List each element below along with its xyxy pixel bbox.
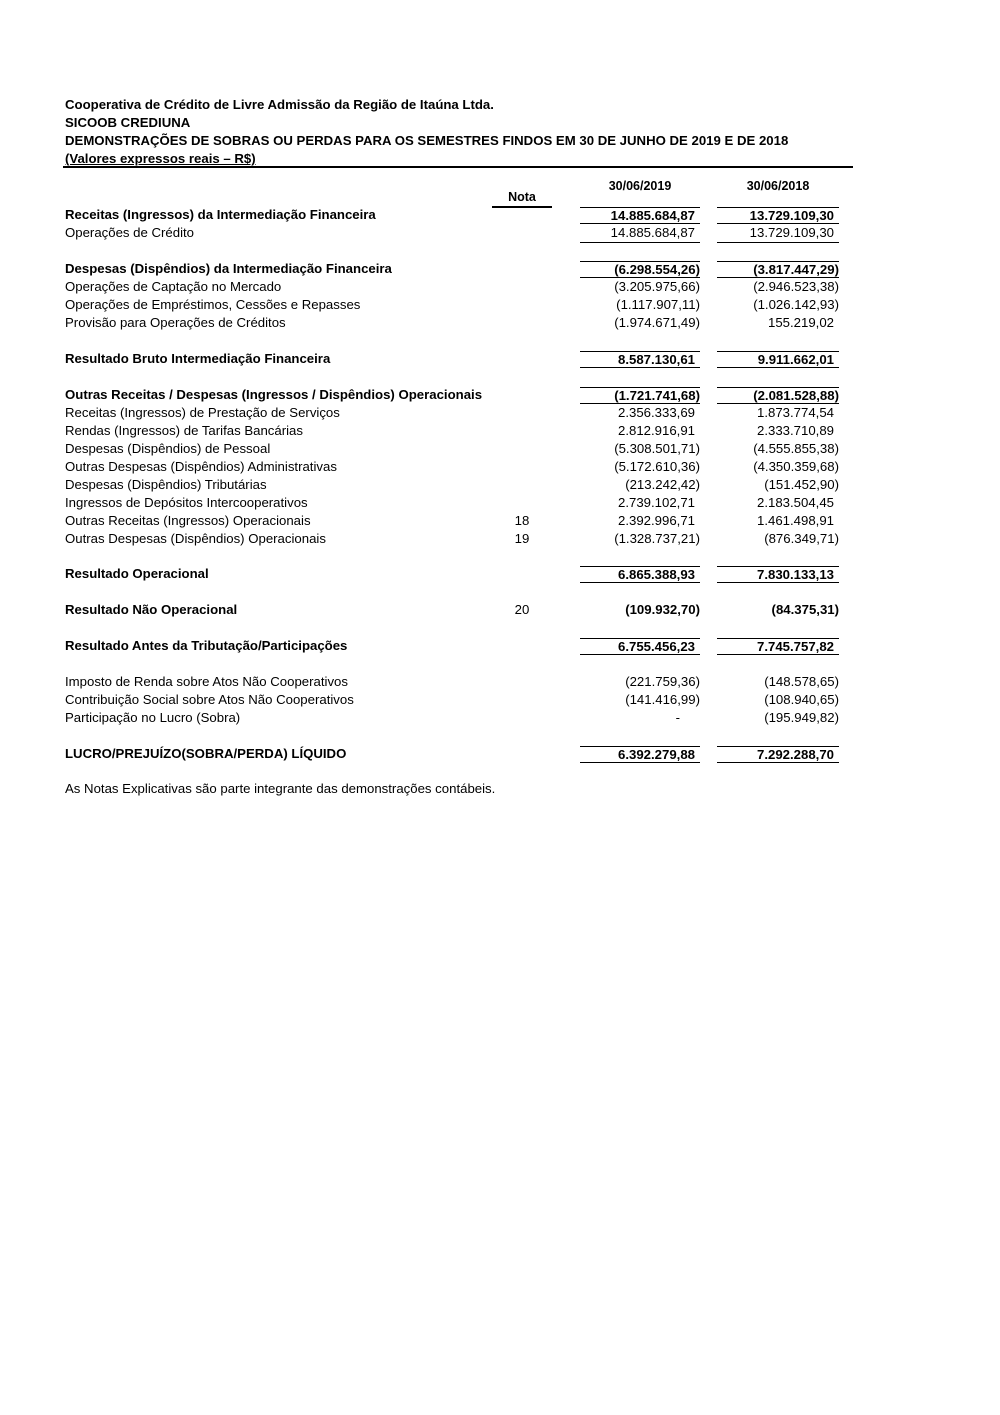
statement-title: DEMONSTRAÇÕES DE SOBRAS OU PERDAS PARA OS SEMESTRES FINDOS EM 30 DE JUNHO DE 2019 E DE 2018 xyxy=(65,133,789,148)
value-2018: (151.452,90) xyxy=(764,477,839,492)
table-row xyxy=(0,440,1000,458)
value-2018: (4.555.855,38) xyxy=(753,441,839,456)
value-2018: (2.081.528,88) xyxy=(717,387,839,404)
value-2018: (2.946.523,38) xyxy=(753,279,839,294)
table-row xyxy=(0,494,1000,512)
row-label: Rendas (Ingressos) de Tarifas Bancárias xyxy=(65,423,303,438)
value-2018: 7.830.133,13 xyxy=(717,566,839,583)
row-label: Resultado Antes da Tributação/Participações xyxy=(65,638,348,653)
value-2018: (876.349,71) xyxy=(764,531,839,546)
table-row xyxy=(0,637,1000,655)
value-2019: (5.172.610,36) xyxy=(614,459,700,474)
table-row xyxy=(0,314,1000,332)
value-2019: (1.721.741,68) xyxy=(580,387,700,404)
table-row xyxy=(0,422,1000,440)
column-header-2019: 30/06/2019 xyxy=(608,179,672,193)
row-label: Outras Receitas / Despesas (Ingressos / Dispêndios) Operacionais xyxy=(65,387,483,402)
currency-note: (Valores expressos reais – R$) xyxy=(65,151,256,166)
value-2018: 155.219,02 xyxy=(767,315,834,330)
value-2018: 7.292.288,70 xyxy=(717,746,839,763)
value-2018: (84.375,31) xyxy=(771,602,839,617)
value-2018: (1.026.142,93) xyxy=(753,297,839,312)
row-nota: 18 xyxy=(514,513,530,528)
row-label: Resultado Operacional xyxy=(65,566,209,581)
value-2019: (1.117.907,11) xyxy=(616,297,700,312)
value-2019: 2.739.102,71 xyxy=(617,495,695,510)
row-label: Operações de Empréstimos, Cessões e Repasses xyxy=(65,297,361,312)
value-2018: (108.940,65) xyxy=(764,692,839,707)
table-row xyxy=(0,260,1000,278)
table-row xyxy=(0,476,1000,494)
table-row xyxy=(0,458,1000,476)
value-2019: 6.755.456,23 xyxy=(580,638,700,655)
row-label: Despesas (Dispêndios) de Pessoal xyxy=(65,441,271,456)
value-2019: 2.812.916,91 xyxy=(617,423,695,438)
brand-name: SICOOB CREDIUNA xyxy=(65,115,191,130)
value-2018: 2.333.710,89 xyxy=(756,423,834,438)
table-row xyxy=(0,673,1000,691)
table-row xyxy=(0,404,1000,422)
table-row xyxy=(0,601,1000,619)
header-divider xyxy=(63,166,853,168)
table-row xyxy=(0,206,1000,224)
value-2019: (141.416,99) xyxy=(625,692,700,707)
value-2019: (6.298.554,26) xyxy=(580,261,700,278)
value-2019: (1.328.737,21) xyxy=(614,531,700,546)
value-2019: 14.885.684,87 xyxy=(580,224,700,243)
value-2019: 2.392.996,71 xyxy=(617,513,695,528)
table-row xyxy=(0,278,1000,296)
row-label: Operações de Crédito xyxy=(65,225,195,240)
value-2019: 6.865.388,93 xyxy=(580,566,700,583)
value-2019: (213.242,42) xyxy=(625,477,700,492)
row-label: Resultado Não Operacional xyxy=(65,602,238,617)
column-header-2018: 30/06/2018 xyxy=(746,179,810,193)
row-label: Participação no Lucro (Sobra) xyxy=(65,710,241,725)
row-label: Ingressos de Depósitos Intercooperativos xyxy=(65,495,308,510)
row-label: Operações de Captação no Mercado xyxy=(65,279,282,294)
value-2019: (3.205.975,66) xyxy=(614,279,700,294)
table-row xyxy=(0,530,1000,548)
row-label: Outras Receitas (Ingressos) Operacionais xyxy=(65,513,311,528)
value-2019: (5.308.501,71) xyxy=(614,441,700,456)
row-label: Despesas (Dispêndios) da Intermediação Financeira xyxy=(65,261,392,276)
value-2019: 6.392.279,88 xyxy=(580,746,700,763)
table-row xyxy=(0,386,1000,404)
value-2019: 14.885.684,87 xyxy=(580,207,700,224)
value-2018: 1.873.774,54 xyxy=(756,405,834,420)
row-label: Receitas (Ingressos) da Intermediação Financeira xyxy=(65,207,376,222)
value-2018: 13.729.109,30 xyxy=(717,224,839,243)
table-row xyxy=(0,512,1000,530)
table-row xyxy=(0,745,1000,763)
value-2018: (148.578,65) xyxy=(764,674,839,689)
value-2019: (221.759,36) xyxy=(625,674,700,689)
value-2018: (4.350.359,68) xyxy=(753,459,839,474)
row-label: Outras Despesas (Dispêndios) Administrativas xyxy=(65,459,337,474)
row-nota: 19 xyxy=(514,531,530,546)
value-2019: (109.932,70) xyxy=(625,602,700,617)
value-2018: 13.729.109,30 xyxy=(717,207,839,224)
value-2019: (1.974.671,49) xyxy=(614,315,700,330)
row-nota: 20 xyxy=(514,602,530,617)
value-2019: 8.587.130,61 xyxy=(580,351,700,368)
value-2018: 2.183.504,45 xyxy=(756,495,834,510)
table-row xyxy=(0,350,1000,368)
table-row xyxy=(0,565,1000,583)
value-2019: - xyxy=(675,710,680,725)
column-header-nota: Nota xyxy=(508,190,536,204)
table-row xyxy=(0,296,1000,314)
value-2018: (3.817.447,29) xyxy=(717,261,839,278)
value-2019: 2.356.333,69 xyxy=(617,405,695,420)
table-row xyxy=(0,709,1000,727)
value-2018: 7.745.757,82 xyxy=(717,638,839,655)
row-label: Despesas (Dispêndios) Tributárias xyxy=(65,477,267,492)
footer-note: As Notas Explicativas são parte integrante das demonstrações contábeis. xyxy=(65,781,496,796)
row-label: Imposto de Renda sobre Atos Não Cooperativos xyxy=(65,674,348,689)
row-label: Receitas (Ingressos) de Prestação de Serviços xyxy=(65,405,340,420)
value-2018: (195.949,82) xyxy=(764,710,839,725)
table-row xyxy=(0,691,1000,709)
table-row xyxy=(0,224,1000,242)
value-2018: 9.911.662,01 xyxy=(717,351,839,368)
value-2018: 1.461.498,91 xyxy=(756,513,834,528)
row-label: Provisão para Operações de Créditos xyxy=(65,315,286,330)
row-label: LUCRO/PREJUÍZO(SOBRA/PERDA) LÍQUIDO xyxy=(65,746,347,761)
row-label: Contribuição Social sobre Atos Não Cooperativos xyxy=(65,692,354,707)
row-label: Outras Despesas (Dispêndios) Operacionais xyxy=(65,531,326,546)
row-label: Resultado Bruto Intermediação Financeira xyxy=(65,351,331,366)
company-name: Cooperativa de Crédito de Livre Admissão da Região de Itaúna Ltda. xyxy=(65,97,494,112)
